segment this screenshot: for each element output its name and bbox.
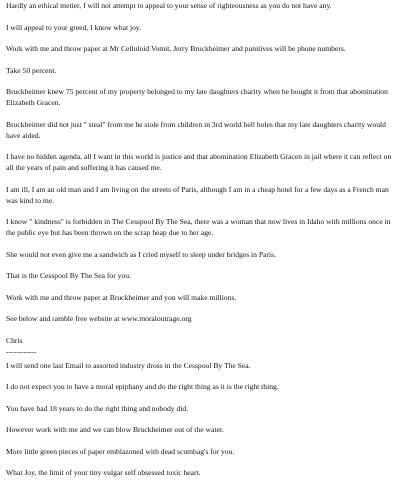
paragraph: I am ill, I am an old man and I am living on the streets of Paris, although I am in a cheap hotel for a few days as a French man was kind to me. (6, 184, 389, 205)
paragraph: See below and ramble free website at www.moraloutrage.org (6, 314, 192, 323)
paragraph: What Joy, the limit of your tiny vulgar self obsessed toxic heart. (6, 468, 201, 477)
paragraph: I will appeal to your greed, I know what joy. (6, 22, 142, 32)
email-body (6, 0, 392, 489)
paragraph: However work with me and we can blow Bruckheimer out of the water. (6, 425, 224, 434)
paragraph: More little green pieces of paper emblazoned with dead scumbag's for you. (6, 446, 235, 456)
signature: Chris (6, 335, 23, 345)
paragraph: Work with me and throw paper at Bruckheimer and you will make millions. (6, 292, 237, 302)
paragraph: I will send one last Email to assorted industry dross in the Cesspool By The Sea. (6, 360, 251, 370)
separator-line: ------------ (6, 346, 37, 356)
paragraph: I have no hidden agenda, all I want in this world is justice and that abomination Elizabeth Gracen in jail where it can reflect on all the years of pain and suffering it has caused me. (6, 152, 392, 172)
paragraph: Bruckheimer knew 75 percent of my property belonged to my late daughters charity when he bought it from that abomination Elizabeth Gracen. (6, 87, 388, 107)
paragraph: Bruckheimer did not just " steal" from me he stole from children in 3rd world hell holes that my late daughters charity would have aided. (6, 119, 386, 140)
paragraph: You have had 18 years to do the right thing and nobody did. (6, 403, 189, 413)
paragraph: Hardly an ethical metier, I will not attempt to appeal to your sense of righteousness as you do not have any. (6, 1, 332, 10)
paragraph: Work with me and throw paper at Mr Celluloid Vomit, Jerry Bruckheimer and punitives will be phone numbers. (6, 44, 346, 53)
paragraph: I know " kindness" is forbidden in The Cesspool By The Sea, there was a woman that now lives in Idaho with millions once in the public eye but has been thrown on the scrap heap due to her age. (6, 217, 391, 237)
paragraph: I do not expect you to have a moral epiphany and do the right thing as it is the right thing. (6, 382, 279, 391)
paragraph: Take 50 percent. (6, 65, 57, 75)
paragraph: That is the Cesspool By The Sea for you. (6, 271, 131, 280)
paragraph: She would not even give me a sandwich as I cried myself to sleep under bridges in Paris. (6, 249, 276, 259)
